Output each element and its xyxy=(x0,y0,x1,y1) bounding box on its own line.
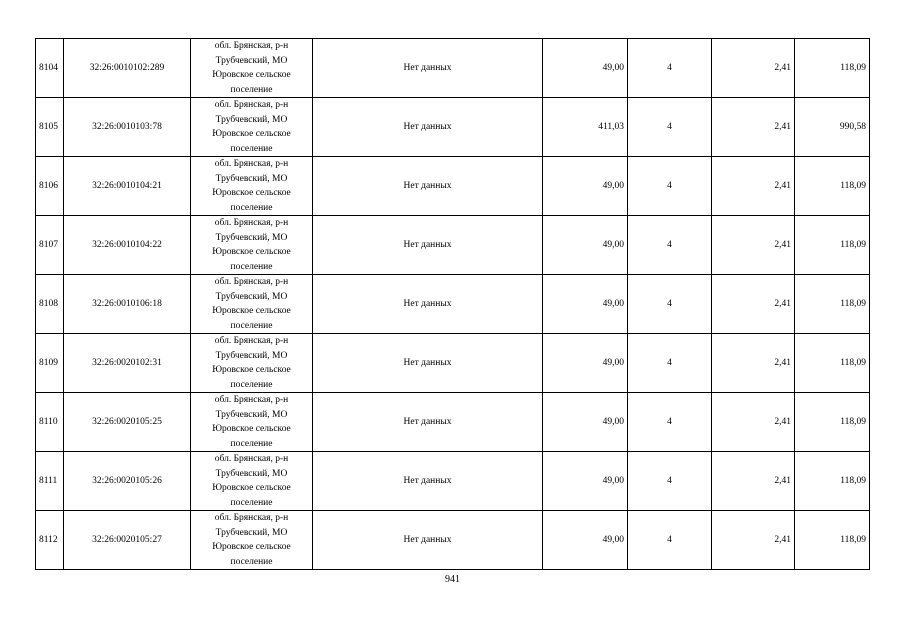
count-cell: 4 xyxy=(628,98,712,157)
address-line: обл. Брянская, р-н xyxy=(214,218,289,228)
note-cell: Нет данных xyxy=(313,511,543,570)
address-cell xyxy=(191,511,313,570)
address-cell xyxy=(191,98,313,157)
address-line: Трубчевский, МО xyxy=(215,232,288,243)
address-cell xyxy=(191,216,313,275)
sum-cell: 118,09 xyxy=(795,511,870,570)
sum-cell: 990,58 xyxy=(795,98,870,157)
address-line: обл. Брянская, р-н xyxy=(214,395,289,405)
cadastral-number-cell: 32:26:0020105:26 xyxy=(64,452,191,511)
note-cell: Нет данных xyxy=(313,157,543,216)
address-line: Юровское сельское xyxy=(212,483,291,493)
sum-cell: 118,09 xyxy=(795,275,870,334)
sum-cell: 118,09 xyxy=(795,216,870,275)
address-line: поселение xyxy=(230,379,273,390)
address-line: Трубчевский, МО xyxy=(215,114,288,125)
table-body xyxy=(36,39,870,570)
address-line: Трубчевский, МО xyxy=(215,173,288,184)
row-number-cell: 8112 xyxy=(36,511,64,570)
address-line: поселение xyxy=(230,143,273,154)
value-cell: 49,00 xyxy=(543,39,628,98)
rate-cell: 2,41 xyxy=(712,216,795,275)
row-number-cell: 8106 xyxy=(36,157,64,216)
value-cell: 49,00 xyxy=(543,452,628,511)
address-line: Юровское сельское xyxy=(212,365,291,375)
address-line: Трубчевский, МО xyxy=(215,468,288,479)
address-line: Юровское сельское xyxy=(212,188,291,198)
value-cell: 49,00 xyxy=(543,216,628,275)
address-line: обл. Брянская, р-н xyxy=(214,513,289,523)
sum-cell: 118,09 xyxy=(795,157,870,216)
row-number-cell: 8107 xyxy=(36,216,64,275)
row-number-cell: 8110 xyxy=(36,393,64,452)
table-row xyxy=(36,216,870,275)
table-row xyxy=(36,334,870,393)
count-cell: 4 xyxy=(628,216,712,275)
note-cell: Нет данных xyxy=(313,393,543,452)
row-number-cell: 8104 xyxy=(36,39,64,98)
rate-cell: 2,41 xyxy=(712,275,795,334)
note-cell: Нет данных xyxy=(313,98,543,157)
sum-cell: 118,09 xyxy=(795,452,870,511)
address-line: обл. Брянская, р-н xyxy=(214,454,289,464)
count-cell: 4 xyxy=(628,393,712,452)
note-cell: Нет данных xyxy=(313,216,543,275)
cadastral-number-cell: 32:26:0010104:22 xyxy=(64,216,191,275)
address-line: Юровское сельское xyxy=(212,542,291,552)
cadastral-number-cell: 32:26:0010103:78 xyxy=(64,98,191,157)
address-line: Трубчевский, МО xyxy=(215,350,288,361)
address-line: поселение xyxy=(230,320,273,331)
table-row xyxy=(36,275,870,334)
cadastral-number-cell: 32:26:0010106:18 xyxy=(64,275,191,334)
address-line: поселение xyxy=(230,438,273,449)
row-number-cell: 8105 xyxy=(36,98,64,157)
address-line: Юровское сельское xyxy=(212,424,291,434)
address-line: обл. Брянская, р-н xyxy=(214,100,289,110)
value-cell: 411,03 xyxy=(543,98,628,157)
address-line: поселение xyxy=(230,497,273,508)
address-cell xyxy=(191,334,313,393)
cadastral-number-cell: 32:26:0020105:27 xyxy=(64,511,191,570)
cadastral-number-cell: 32:26:0010102:289 xyxy=(64,39,191,98)
count-cell: 4 xyxy=(628,511,712,570)
address-line: Юровское сельское xyxy=(212,306,291,316)
address-line: поселение xyxy=(230,202,273,213)
table-row xyxy=(36,511,870,570)
address-line: Юровское сельское xyxy=(212,129,291,139)
address-line: поселение xyxy=(230,261,273,272)
sum-cell: 118,09 xyxy=(795,334,870,393)
sum-cell: 118,09 xyxy=(795,39,870,98)
count-cell: 4 xyxy=(628,275,712,334)
address-cell xyxy=(191,157,313,216)
address-line: поселение xyxy=(230,84,273,95)
row-number-cell: 8109 xyxy=(36,334,64,393)
value-cell: 49,00 xyxy=(543,275,628,334)
page-number: 941 xyxy=(445,574,460,585)
note-cell: Нет данных xyxy=(313,275,543,334)
table-row xyxy=(36,393,870,452)
address-line: обл. Брянская, р-н xyxy=(214,159,289,169)
rate-cell: 2,41 xyxy=(712,511,795,570)
address-line: обл. Брянская, р-н xyxy=(214,277,289,287)
address-cell xyxy=(191,393,313,452)
count-cell: 4 xyxy=(628,452,712,511)
note-cell: Нет данных xyxy=(313,452,543,511)
address-cell xyxy=(191,39,313,98)
address-line: Трубчевский, МО xyxy=(215,55,288,66)
row-number-cell: 8111 xyxy=(36,452,64,511)
table-row xyxy=(36,157,870,216)
value-cell: 49,00 xyxy=(543,334,628,393)
count-cell: 4 xyxy=(628,334,712,393)
value-cell: 49,00 xyxy=(543,393,628,452)
address-line: Трубчевский, МО xyxy=(215,409,288,420)
note-cell: Нет данных xyxy=(313,334,543,393)
sum-cell: 118,09 xyxy=(795,393,870,452)
table-row xyxy=(36,452,870,511)
address-line: обл. Брянская, р-н xyxy=(214,41,289,51)
value-cell: 49,00 xyxy=(543,511,628,570)
address-cell xyxy=(191,275,313,334)
rate-cell: 2,41 xyxy=(712,393,795,452)
address-line: обл. Брянская, р-н xyxy=(214,336,289,346)
rate-cell: 2,41 xyxy=(712,39,795,98)
count-cell: 4 xyxy=(628,157,712,216)
address-line: Трубчевский, МО xyxy=(215,291,288,302)
rate-cell: 2,41 xyxy=(712,157,795,216)
address-cell xyxy=(191,452,313,511)
registry-table xyxy=(35,38,870,570)
address-line: Юровское сельское xyxy=(212,247,291,257)
cadastral-number-cell: 32:26:0020102:31 xyxy=(64,334,191,393)
rate-cell: 2,41 xyxy=(712,334,795,393)
count-cell: 4 xyxy=(628,39,712,98)
table-row xyxy=(36,39,870,98)
row-number-cell: 8108 xyxy=(36,275,64,334)
note-cell: Нет данных xyxy=(313,39,543,98)
table-row xyxy=(36,98,870,157)
value-cell: 49,00 xyxy=(543,157,628,216)
rate-cell: 2,41 xyxy=(712,452,795,511)
address-line: поселение xyxy=(230,556,273,567)
address-line: Трубчевский, МО xyxy=(215,527,288,538)
cadastral-number-cell: 32:26:0010104:21 xyxy=(64,157,191,216)
address-line: Юровское сельское xyxy=(212,70,291,80)
rate-cell: 2,41 xyxy=(712,98,795,157)
cadastral-number-cell: 32:26:0020105:25 xyxy=(64,393,191,452)
